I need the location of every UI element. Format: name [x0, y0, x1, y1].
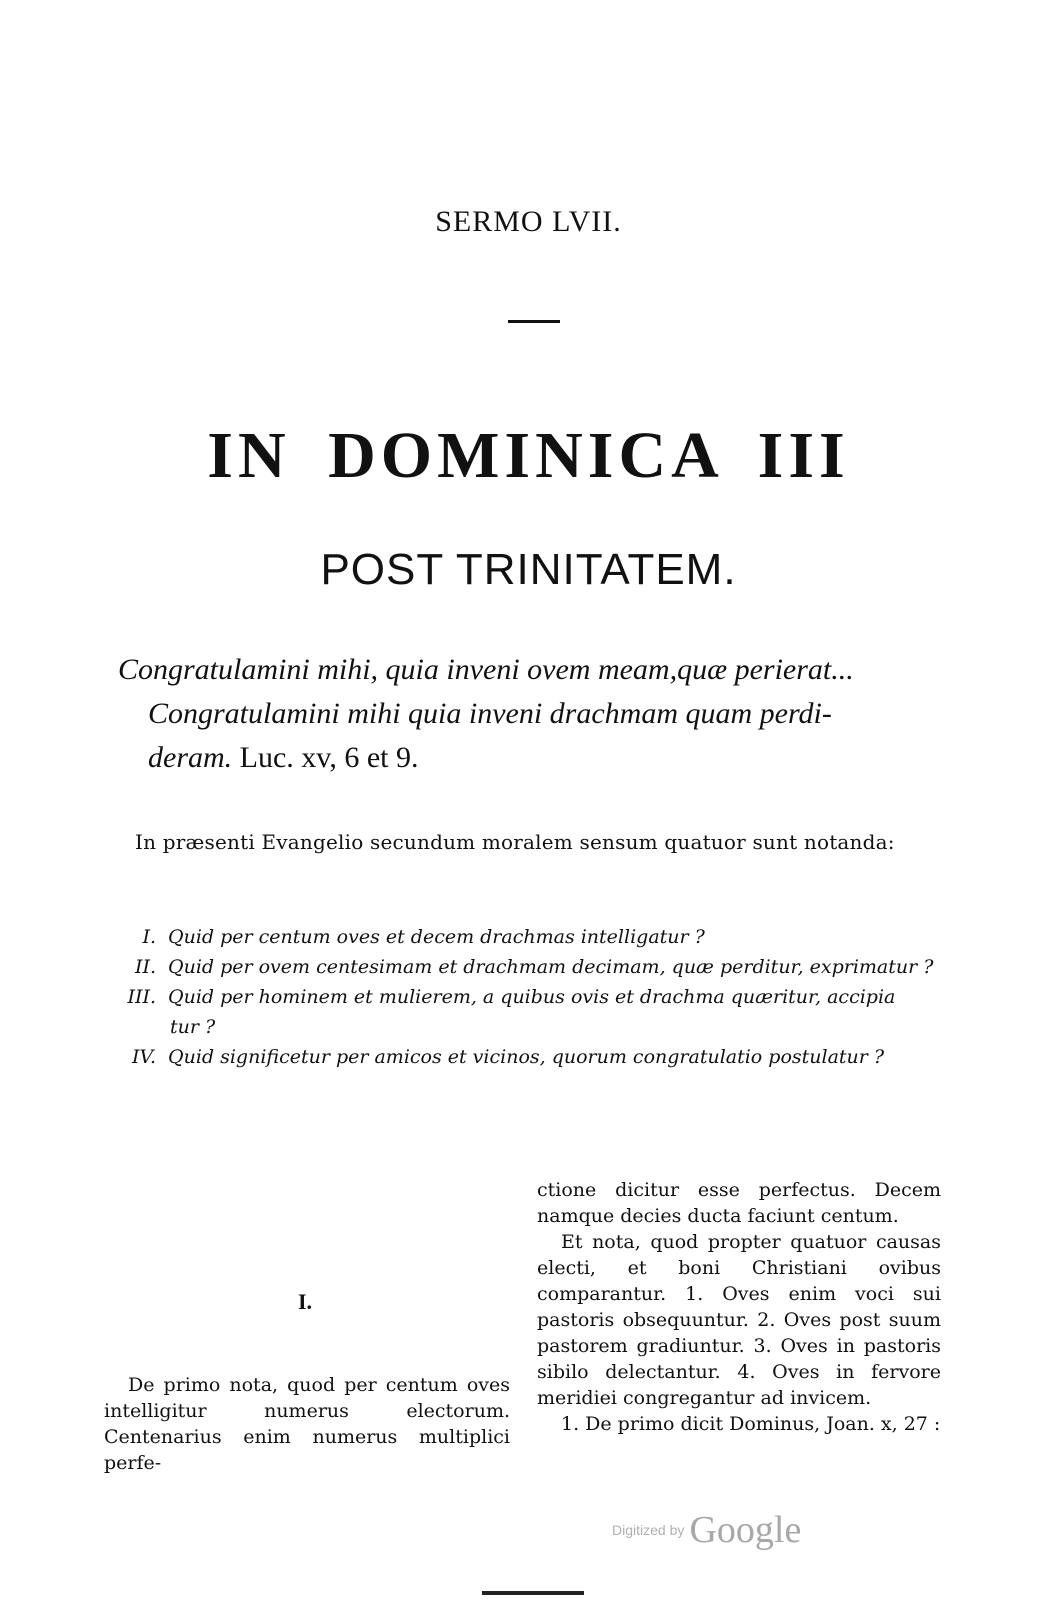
- question-text: Quid per hominem et mulierem, a quibus ovis et drachma quæritur, accipia: [168, 986, 896, 1008]
- question-text: Quid per centum oves et decem drachmas intelligatur ?: [168, 926, 705, 948]
- title-divider: [508, 320, 560, 323]
- right-paragraph-1: ctione dicitur esse perfectus. Decem namque decies ducta faciunt centum.: [537, 1179, 941, 1227]
- question-number: II.: [134, 956, 156, 978]
- epigraph-line-3: [118, 736, 970, 780]
- question-text: Quid significetur per amicos et vicinos, quorum congratulatio postulatur ?: [168, 1046, 885, 1068]
- left-column: [104, 1372, 510, 1476]
- question-item: [112, 952, 952, 982]
- page-title: IN DOMINICA III: [207, 419, 850, 492]
- right-paragraph-2: Et nota, quod propter quatuor causas electi, et boni Christiani ovibus comparantur. 1. Oves enim voci sui pastoris obsequuntur. 2. Oves post suum pastorem gradiuntur. 3. Oves in pastoris sibilo delectantur. 4. Oves in fervore meridiei congregantur ad invicem.: [537, 1231, 941, 1409]
- question-number: III.: [127, 986, 156, 1008]
- right-paragraph-3: 1. De primo dicit Dominus, Joan. x, 27 :: [561, 1413, 941, 1435]
- bottom-rule: [482, 1591, 584, 1595]
- question-number: I.: [142, 926, 156, 948]
- question-text: Quid per ovem centesimam et drachmam decimam, quæ perditur, exprimatur ?: [168, 956, 934, 978]
- epigraph-line-3-text: deram.: [148, 741, 233, 774]
- question-text: tur ?: [170, 1016, 216, 1038]
- scripture-reference: Luc. xv, 6 et 9.: [232, 741, 419, 774]
- sermon-number: SERMO LVII.: [435, 205, 622, 238]
- intro-text: In præsenti Evangelio secundum moralem sensum quatuor sunt notanda:: [135, 830, 895, 854]
- epigraph-line-1: Congratulamini mihi, quia inveni ovem meam,quæ perierat...: [118, 653, 854, 686]
- right-column: [537, 1177, 941, 1437]
- epigraph: [118, 648, 970, 780]
- section-number: I.: [297, 1289, 313, 1314]
- digitized-watermark: [612, 1508, 801, 1552]
- question-item: [112, 982, 952, 1012]
- questions-list: [112, 922, 952, 1072]
- left-paragraph: De primo nota, quod per centum oves intelligitur numerus electorum. Centenarius enim numerus multiplici perfe-: [104, 1374, 510, 1474]
- epigraph-line-2: Congratulamini mihi quia inveni drachmam quam perdi-: [148, 697, 832, 730]
- question-number: IV.: [132, 1046, 156, 1068]
- page-subtitle: POST TRINITATEM.: [320, 545, 737, 594]
- question-item: [112, 922, 952, 952]
- google-logo: Google: [689, 1509, 802, 1551]
- question-item: [112, 1042, 952, 1072]
- digitized-label: Digitized by: [612, 1522, 685, 1538]
- question-continuation: [112, 1012, 952, 1042]
